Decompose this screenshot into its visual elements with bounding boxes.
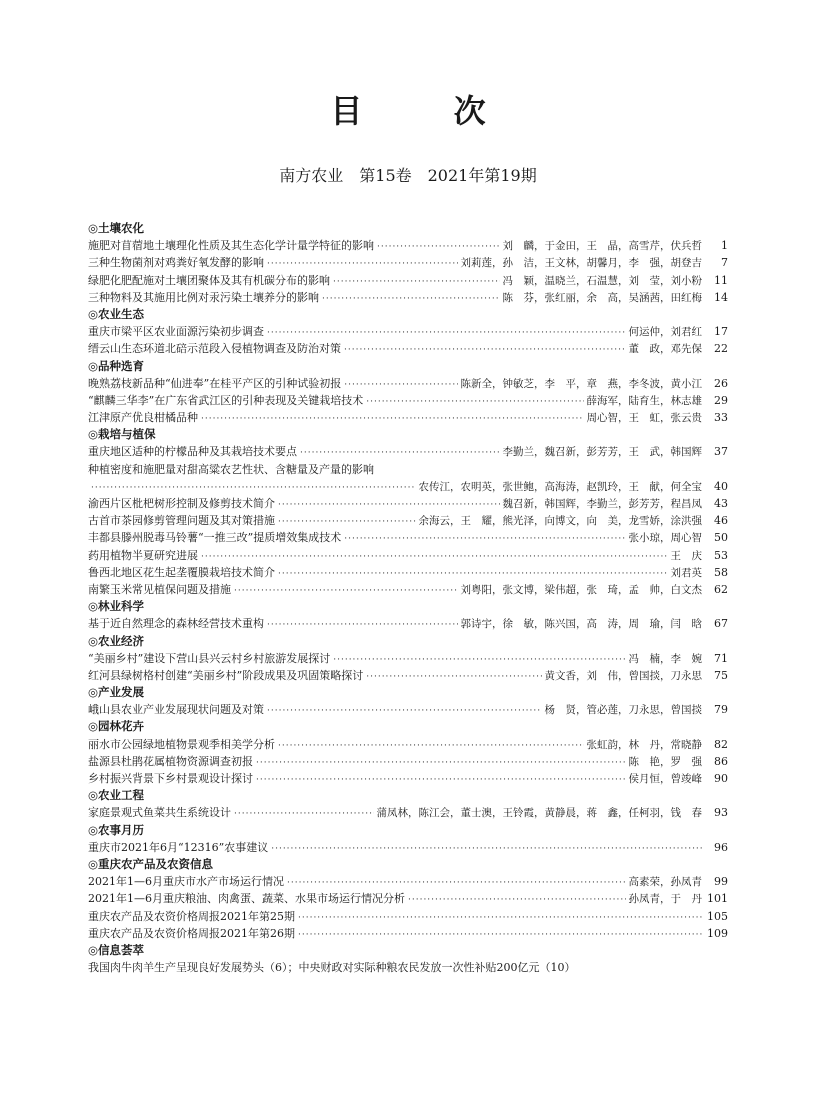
leader-dots [344, 531, 625, 546]
toc-entry-page: 62 [714, 582, 728, 596]
toc-entry[interactable] [88, 908, 728, 925]
toc-entry[interactable] [88, 770, 728, 787]
leader-dots [408, 892, 626, 907]
section-heading: ◎栽培与植保 [88, 427, 156, 442]
toc-entry[interactable] [88, 340, 728, 357]
toc-entry-page: 29 [714, 393, 728, 407]
section-heading: ◎农业工程 [88, 788, 145, 803]
toc-entry-page: 40 [714, 479, 728, 493]
toc-entry-title: “麒麟三华李”在广东省武江区的引种表现及关键栽培技术 [88, 393, 364, 407]
toc-entry-authors: 农传江，农明英，张世鲍，高海涛，赵凯玲，王 献，何全宝 [418, 480, 702, 493]
toc-entry-authors: 刘莉莲，孙 洁，王文林，胡馨月，李 强，胡登吉 [460, 257, 702, 270]
toc-entry-authors: 王 庆 [670, 549, 702, 562]
toc-entry[interactable] [88, 890, 728, 907]
toc-entry[interactable] [88, 564, 728, 581]
toc-entry-authors: 高素荣，孙凤青 [628, 876, 702, 889]
toc-entry-page: 17 [714, 325, 728, 339]
toc-entry-page: 1 [721, 239, 728, 253]
leader-dots [201, 411, 584, 426]
toc-entry-page: 33 [714, 411, 728, 425]
toc-entry[interactable] [88, 254, 728, 271]
toc-entry-authors: 郭诗宇，徐 敏，陈兴国，高 涛，周 瑜，闫 晗 [460, 618, 702, 631]
leader-dots [278, 738, 584, 753]
leader-dots [267, 617, 458, 632]
toc-entry-authors: 陈 芬，张红丽，余 高，吴涵茜，田红梅 [502, 291, 702, 304]
page-title: 目 次 [330, 92, 526, 130]
toc-entry[interactable] [88, 495, 728, 512]
leader-dots [344, 377, 457, 392]
toc-entry-title: 重庆农产品及农资价格周报2021年第25期 [88, 909, 295, 923]
toc-entry-authors: 陈 艳，罗 强 [628, 755, 702, 768]
toc-entry-page: 93 [714, 806, 728, 820]
leader-dots [234, 806, 374, 821]
toc-entry[interactable] [88, 443, 728, 460]
toc-entry-title[interactable]: 种植密度和施肥量对甜高粱农艺性状、含糖量及产量的影响 [88, 462, 374, 476]
toc-entry-authors: 魏召新，韩国辉，李勤兰，彭芳芳，程昌凤 [502, 498, 702, 510]
toc-entry[interactable] [88, 478, 728, 495]
leader-dots [333, 274, 500, 289]
toc-entry-title: 家庭景观式鱼菜共生系统设计 [88, 806, 231, 820]
toc-entry[interactable] [88, 667, 728, 684]
leader-dots [267, 325, 626, 340]
toc-entry-authors: 孙凤青，于 丹 [628, 893, 702, 906]
toc-entry-authors: 余海云，王 耀，熊光泽，向博文，向 美，龙雪娇，涂洪强 [418, 515, 702, 528]
toc-entry-title: 古首市茶园修剪管理问题及其对策措施 [88, 514, 275, 528]
toc-entry-title: 基于近自然理念的森林经营技术重构 [88, 617, 264, 631]
toc-entry-title: “美丽乡村”建设下营山县兴云村乡村旅游发展探讨 [88, 651, 331, 665]
toc-entry-title: 三种生物菌剂对鸡粪好氧发酵的影响 [88, 256, 264, 270]
toc-entry-title: 江津原产优良柑橘品种 [88, 411, 198, 425]
toc-entry-authors: 张小琼，周心智 [628, 532, 702, 545]
toc-entry-authors: 薛海军，陆育生，林志雄 [586, 394, 702, 407]
toc-entry-title: 乡村振兴背景下乡村景观设计探讨 [88, 772, 253, 785]
toc-entry-title: 红河县绿树格村创建“美丽乡村”阶段成果及巩固策略探讨 [88, 668, 364, 682]
leader-dots [333, 652, 625, 667]
leader-dots [267, 256, 458, 271]
toc-entry-page: 46 [714, 514, 728, 528]
toc-entry-title: 南繁玉米常见植保问题及措施 [88, 582, 231, 596]
toc-entry-authors: 刘粤阳，张文博，梁伟超，张 琦，孟 帅，白文杰 [460, 583, 702, 596]
toc-entry-authors: 蒲凤林，陈江会，董士澳，王铃霞，黄静晨，蒋 鑫，任柯羽，钱 春 [376, 807, 702, 820]
toc-entry-page: 82 [714, 737, 728, 751]
section-heading: ◎品种选育 [88, 358, 145, 373]
toc-entry[interactable] [88, 650, 728, 667]
toc-entry[interactable] [88, 701, 728, 718]
section-heading: ◎土壤农化 [88, 221, 145, 235]
toc-entry-title: 鲁西北地区花生起垄覆膜栽培技术简介 [88, 565, 275, 579]
toc-entry[interactable] [88, 581, 728, 598]
toc-entry[interactable] [88, 272, 728, 289]
leader-dots [91, 480, 416, 495]
leader-dots [234, 583, 458, 598]
toc-entry-title: 重庆地区适种的柠檬品种及其栽培技术要点 [88, 445, 297, 459]
section-heading: ◎重庆农产品及农资信息 [88, 856, 214, 871]
toc-entry-authors: 刘君英 [670, 566, 702, 579]
toc-entry-title: 丽水市公园绿地植物景观季相美学分析 [88, 737, 275, 751]
toc-entry[interactable] [88, 615, 728, 632]
toc-entry-authors: 何运仲，刘君红 [628, 326, 702, 339]
toc-entry-title: 缙云山生态环道北碚示范段入侵植物调查及防治对策 [88, 342, 341, 356]
toc-entry[interactable] [88, 753, 728, 770]
toc-entry[interactable] [88, 289, 728, 306]
section-heading: ◎信息荟萃 [88, 942, 145, 957]
toc-entry[interactable] [88, 547, 728, 564]
section-heading: ◎农事月历 [88, 822, 145, 837]
toc-entry-authors: 周心智，王 虹，张云贵 [586, 412, 702, 425]
toc-entry-authors: 黄文香，刘 伟，曾国掞，刀永思 [544, 669, 702, 682]
section-heading: ◎园林花卉 [88, 719, 145, 734]
leader-dots [287, 875, 626, 890]
toc-entry-title: 重庆市2021年6月“12316”农事建议 [88, 840, 269, 854]
leader-dots [256, 772, 626, 787]
toc-entry-title: 晚熟荔枝新品种“仙进奉”在桂平产区的引种试验初报 [88, 376, 342, 390]
toc-entry-page: 53 [714, 548, 728, 562]
toc-entry-authors: 侯月恒，曾竣峰 [628, 773, 702, 785]
toc-entry-page: 86 [714, 754, 728, 768]
leader-dots [298, 910, 702, 925]
toc-entry-page: 71 [714, 651, 728, 665]
toc-entry-page: 105 [707, 909, 728, 923]
toc-entry-page: 99 [714, 875, 728, 889]
leader-dots [366, 669, 541, 684]
toc-entry-title: 2021年1—6月重庆粮油、肉禽蛋、蔬菜、水果市场运行情况分析 [88, 892, 405, 906]
toc-entry-authors: 刘 麟，于金田，王 晶，高雪芹，伏兵哲 [502, 240, 702, 253]
toc-entry-page: 11 [714, 273, 728, 287]
section-heading: ◎农业经济 [88, 633, 145, 648]
toc-entry[interactable] [88, 804, 728, 821]
toc-entry[interactable] [88, 375, 728, 392]
toc-entry[interactable] [88, 512, 728, 529]
leader-dots [278, 566, 668, 581]
leader-dots [344, 342, 626, 357]
toc-entry[interactable] [88, 392, 728, 409]
toc-entry-authors: 李勤兰，魏召新，彭芳芳，王 武，韩国辉 [502, 446, 702, 459]
toc-entry-page: 22 [714, 342, 728, 356]
leader-dots [278, 514, 416, 529]
toc-entry[interactable] [88, 529, 728, 546]
toc-entry[interactable] [88, 323, 728, 340]
toc-entry-page: 109 [707, 926, 728, 940]
toc-entry-authors: 董 政，邓先保 [628, 343, 702, 356]
toc-entry-authors: 冯 颖，温晓兰，石温慧，刘 莹，刘小粉 [502, 274, 702, 287]
toc-entry-title: 重庆农产品及农资价格周报2021年第26期 [88, 926, 295, 940]
toc-entry-title: 丰都县滕州脱毒马铃薯“一推三改”提质增效集成技术 [88, 531, 342, 545]
toc-entry[interactable] [88, 839, 728, 856]
section-heading: ◎产业发展 [88, 685, 145, 700]
section-heading: ◎农业生态 [88, 306, 145, 321]
toc-entry-authors: 杨 贤，管必莲，刀永思，曾国掞 [544, 704, 702, 717]
toc-entry-title: 盐源县杜鹃花属植物资源调查初报 [88, 754, 253, 768]
leader-dots [201, 549, 668, 564]
journal-issue-subtitle: 南方农业 第15卷 2021年第19期 [279, 166, 537, 185]
toc-entry-page: 14 [714, 290, 728, 304]
toc-entry[interactable] [88, 237, 728, 254]
toc-entry-title: 渝西片区枇杷树形控制及修剪技术简介 [88, 497, 275, 510]
toc-entry-page: 58 [714, 565, 728, 579]
toc-entry-page: 7 [721, 256, 728, 270]
toc-entry-page: 101 [707, 892, 728, 906]
toc-entry-title: 施肥对苜蓿地土壤理化性质及其生态化学计量学特征的影响 [88, 239, 374, 253]
toc-entry-page: 50 [714, 531, 728, 545]
table-of-contents [88, 220, 728, 976]
toc-entry-page: 67 [714, 617, 728, 631]
leader-dots [322, 291, 500, 306]
leader-dots [300, 445, 500, 460]
toc-entry-title: 药用植物半夏研究进展 [88, 548, 198, 562]
leader-dots [267, 703, 542, 718]
leader-dots [271, 841, 702, 856]
toc-entry[interactable] [88, 736, 728, 753]
toc-entry-page: 75 [714, 668, 728, 682]
toc-entry-title: 2021年1—6月重庆市水产市场运行情况 [88, 875, 284, 889]
toc-entry-authors: 冯 楠，李 婉 [628, 652, 702, 665]
toc-entry-title: 三种物料及其施用比例对汞污染土壤养分的影响 [88, 290, 319, 304]
leader-dots [366, 394, 583, 409]
toc-entry[interactable] [88, 409, 728, 426]
toc-entry[interactable] [88, 925, 728, 942]
toc-entry[interactable] [88, 873, 728, 890]
toc-entry-page: 26 [714, 376, 728, 390]
leader-dots [377, 239, 500, 254]
toc-entry-page: 90 [714, 772, 728, 785]
toc-entry-authors: 陈新全，钟敏芝，李 平，章 燕，李冬波，黄小江 [460, 377, 702, 390]
leader-dots [278, 497, 500, 512]
toc-entry-title: 重庆市梁平区农业面源污染初步调查 [88, 325, 264, 339]
toc-entry-page: 37 [714, 445, 728, 459]
leader-dots [298, 927, 702, 942]
toc-entry-page: 96 [714, 840, 728, 854]
toc-entry-title: 峨山县农业产业发展现状问题及对策 [88, 703, 264, 717]
toc-entry-authors: 张虹韵，林 丹，常晓静 [586, 738, 702, 751]
leader-dots [256, 755, 626, 770]
toc-entry-title: 绿肥化肥配施对土壤团聚体及其有机碳分布的影响 [88, 273, 330, 287]
section-heading: ◎林业科学 [88, 599, 145, 614]
toc-entry-page: 79 [714, 703, 728, 717]
news-digest-line: 我国肉牛肉羊生产呈现良好发展势头（6）；中央财政对实际种粮农民发放一次性补贴200亿元（10） [88, 961, 576, 975]
toc-entry-page: 43 [714, 497, 728, 510]
